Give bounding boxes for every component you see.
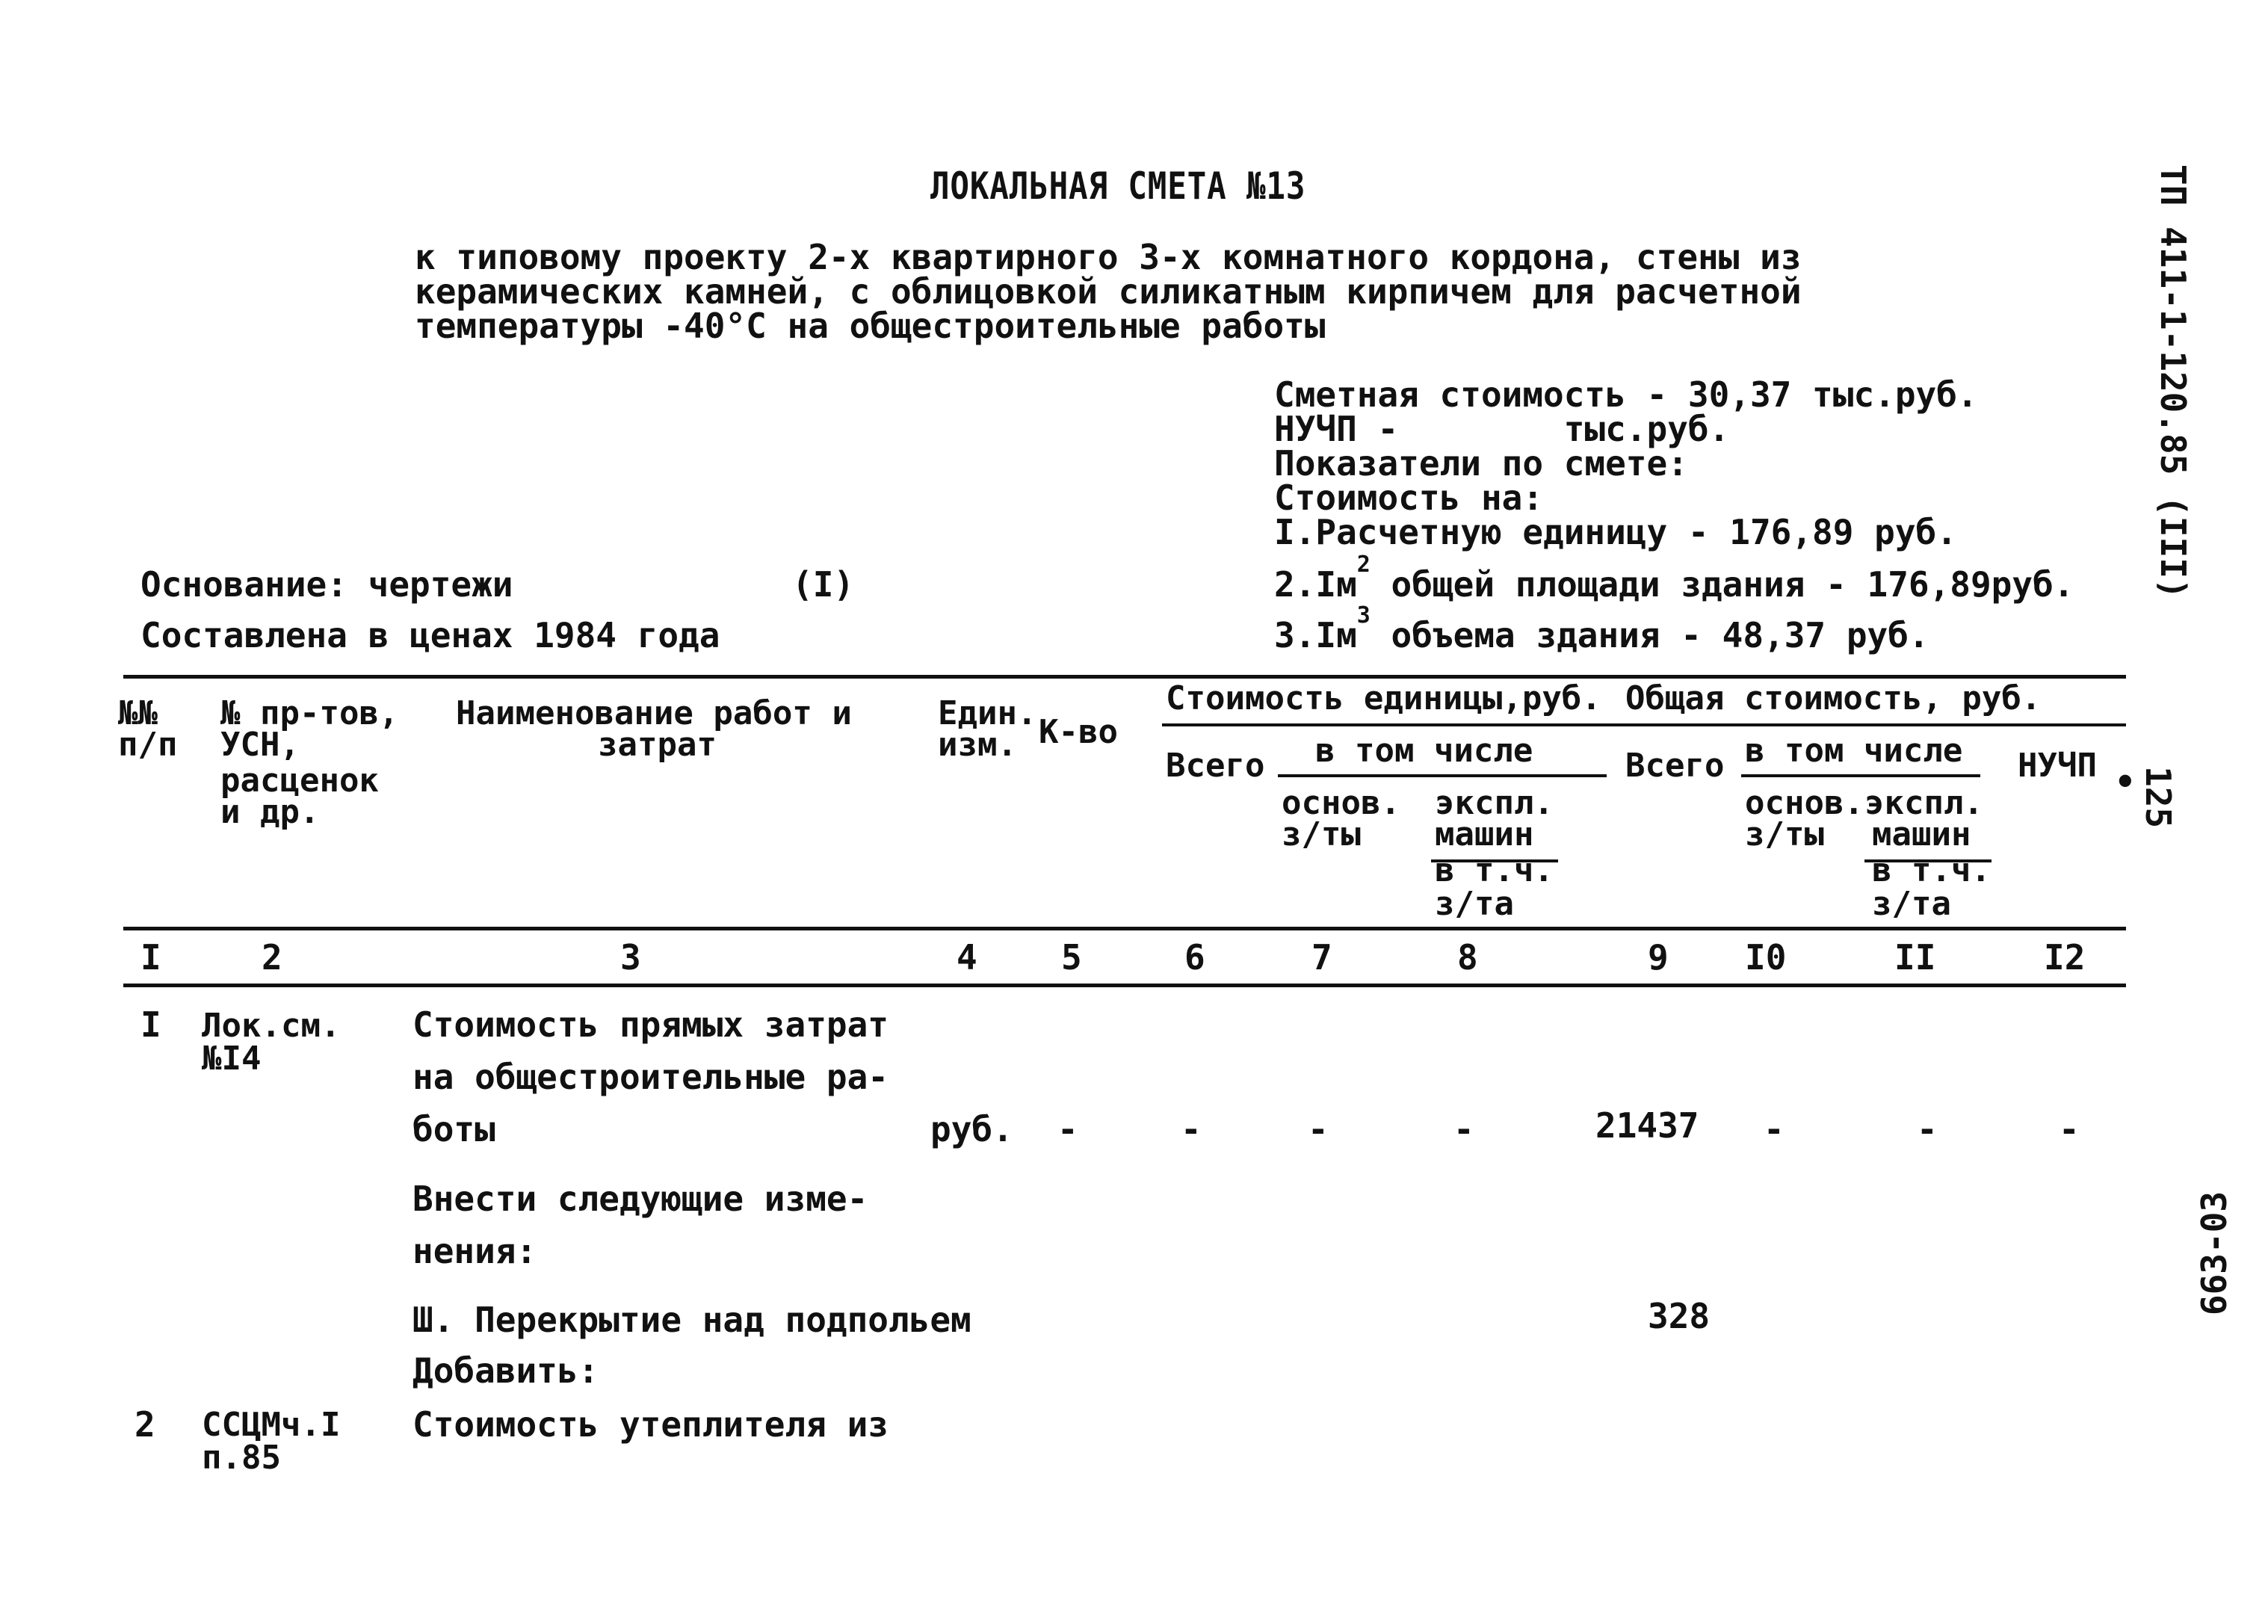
row1-unit-machines: - (1453, 1109, 1474, 1149)
row1-name-1: Стоимость прямых затрат (412, 1004, 889, 1045)
header-col3-line2: затрат (598, 726, 717, 764)
intro-line-1: к типовому проекту 2-х квартирного 3-х комнатного кордона, стены из (415, 237, 1802, 277)
colnum-1: I (140, 937, 161, 978)
header-unit-cost-group: Стоимость единицы,руб. (1166, 679, 1601, 717)
row1-unit-basic: - (1308, 1109, 1329, 1149)
estimated-cost: Сметная стоимость - 30,37 тыс.руб. (1274, 374, 1978, 415)
header-col3-line1: Наименование работ и (456, 694, 852, 732)
indicator-item-1: I.Расчетную единицу - 176,89 руб. (1274, 512, 1957, 552)
item3-suffix: объема здания - 48,37 руб. (1370, 615, 1929, 655)
header-unit-machines-1: экспл. (1435, 784, 1554, 822)
header-total-inclwage-1: в т.ч. (1872, 851, 1991, 889)
intro-line-3: температуры -40°С на общестроительные работы (415, 306, 1326, 346)
header-unit-inclwage-2: з/та (1435, 885, 1514, 923)
table-top-rule (123, 675, 2126, 679)
colnum-6: 6 (1184, 937, 1205, 978)
item2-prefix: 2.Iм (1274, 564, 1357, 605)
row1-nuchp: - (2059, 1109, 2080, 1149)
row2-name-2: нения: (412, 1231, 537, 1271)
colnum-4: 4 (957, 937, 977, 978)
header-unit-basic-2: з/ты (1282, 815, 1361, 853)
side-project-code: ТП 411-1-120.85 (III) (2153, 164, 2193, 599)
column-numbers-rule (123, 984, 2126, 987)
archive-code: 663-03 (2194, 1191, 2235, 1316)
total-incl-rule (1741, 774, 1980, 777)
basis-ref: (I) (792, 564, 855, 605)
row1-qty: - (1057, 1109, 1078, 1149)
indicator-item-2 (1274, 552, 2074, 605)
row2-name-1: Внести следующие изме- (412, 1179, 868, 1219)
colnum-11: II (1894, 937, 1936, 978)
colnum-7: 7 (1311, 937, 1332, 978)
header-total-incl: в том числе (1745, 732, 1963, 770)
row1-unit: руб. (930, 1109, 1013, 1149)
header-unit-inclwage-1: в т.ч. (1435, 851, 1554, 889)
header-col5: К-во (1039, 713, 1118, 751)
row1-ref-2: №I4 (202, 1040, 262, 1078)
header-unit-total: Всего (1166, 747, 1265, 785)
row5-no: 2 (135, 1404, 155, 1445)
header-total-machines-1: экспл. (1864, 784, 1983, 822)
colnum-2: 2 (262, 937, 282, 978)
indicators-label: Показатели по смете: (1274, 443, 1688, 484)
header-col4-line2: изм. (938, 726, 1017, 764)
prices-year: Составлена в ценах 1984 года (140, 615, 720, 655)
header-col4-line1: Един. (938, 694, 1037, 732)
header-total-cost-group: Общая стоимость, руб. (1625, 679, 2042, 717)
item2-sup: 2 (1356, 552, 1371, 578)
row1-total: 21437 (1595, 1105, 1699, 1146)
page-dot: • (2115, 762, 2136, 802)
header-bottom-rule (123, 927, 2126, 930)
nuchp-summary: НУЧП - тыс.руб. (1274, 409, 1730, 449)
header-col1-line1: №№ (118, 694, 158, 732)
header-total-inclwage-2: з/та (1872, 885, 1951, 923)
cost-for-label: Стоимость на: (1274, 478, 1544, 518)
row1-total-basic: - (1764, 1109, 1785, 1149)
header-total-total: Всего (1625, 747, 1725, 785)
header-total-machines-2: машин (1872, 815, 1971, 853)
intro-line-2: керамических камней, с облицовкой силикатным кирпичем для расчетной (415, 271, 1802, 312)
row5-ref-1: ССЦМч.I (202, 1406, 341, 1444)
basis: Основание: чертежи (140, 564, 513, 605)
colnum-9: 9 (1648, 937, 1669, 978)
colnum-12: I2 (2044, 937, 2086, 978)
header-col1-line2: п/п (118, 726, 178, 764)
item3-prefix: 3.Iм (1274, 615, 1357, 655)
row3-name: Ш. Перекрытие над подпольем (412, 1300, 971, 1340)
colnum-3: 3 (620, 937, 641, 978)
header-unit-machines-2: машин (1435, 815, 1534, 853)
header-unit-incl: в том числе (1315, 732, 1533, 770)
row3-total: 328 (1648, 1296, 1711, 1336)
header-total-basic-1: основ. (1745, 784, 1864, 822)
row4-name: Добавить: (412, 1350, 599, 1391)
row5-name: Стоимость утеплителя из (412, 1404, 889, 1445)
row1-no: I (140, 1004, 161, 1045)
row1-name-3: боты (412, 1109, 495, 1149)
header-col2-line3: расценок (220, 762, 379, 800)
header-total-basic-2: з/ты (1745, 815, 1824, 853)
document-title: ЛОКАЛЬНАЯ СМЕТА №13 (930, 164, 1306, 208)
cost-group-rule (1162, 723, 2126, 726)
item2-suffix: общей площади здания - 176,89руб. (1370, 564, 2074, 605)
row5-ref-2: п.85 (202, 1439, 281, 1477)
colnum-5: 5 (1061, 937, 1082, 978)
header-nuchp: НУЧП (2018, 747, 2097, 785)
unit-incl-rule (1278, 774, 1607, 777)
header-col2-line2: УСН, (220, 726, 300, 764)
header-col2-line1: № пр-тов, (220, 694, 399, 732)
row1-ref-1: Лок.см. (202, 1007, 341, 1045)
item3-sup: 3 (1356, 602, 1371, 629)
header-col2-line4: и др. (220, 793, 320, 831)
row1-unit-total: - (1181, 1109, 1202, 1149)
colnum-10: I0 (1745, 937, 1787, 978)
row1-total-machines: - (1917, 1109, 1938, 1149)
page-number: 125 (2138, 766, 2178, 829)
row1-name-2: на общестроительные ра- (412, 1057, 889, 1097)
header-unit-basic-1: основ. (1282, 784, 1400, 822)
colnum-8: 8 (1457, 937, 1478, 978)
indicator-item-3 (1274, 602, 1929, 655)
